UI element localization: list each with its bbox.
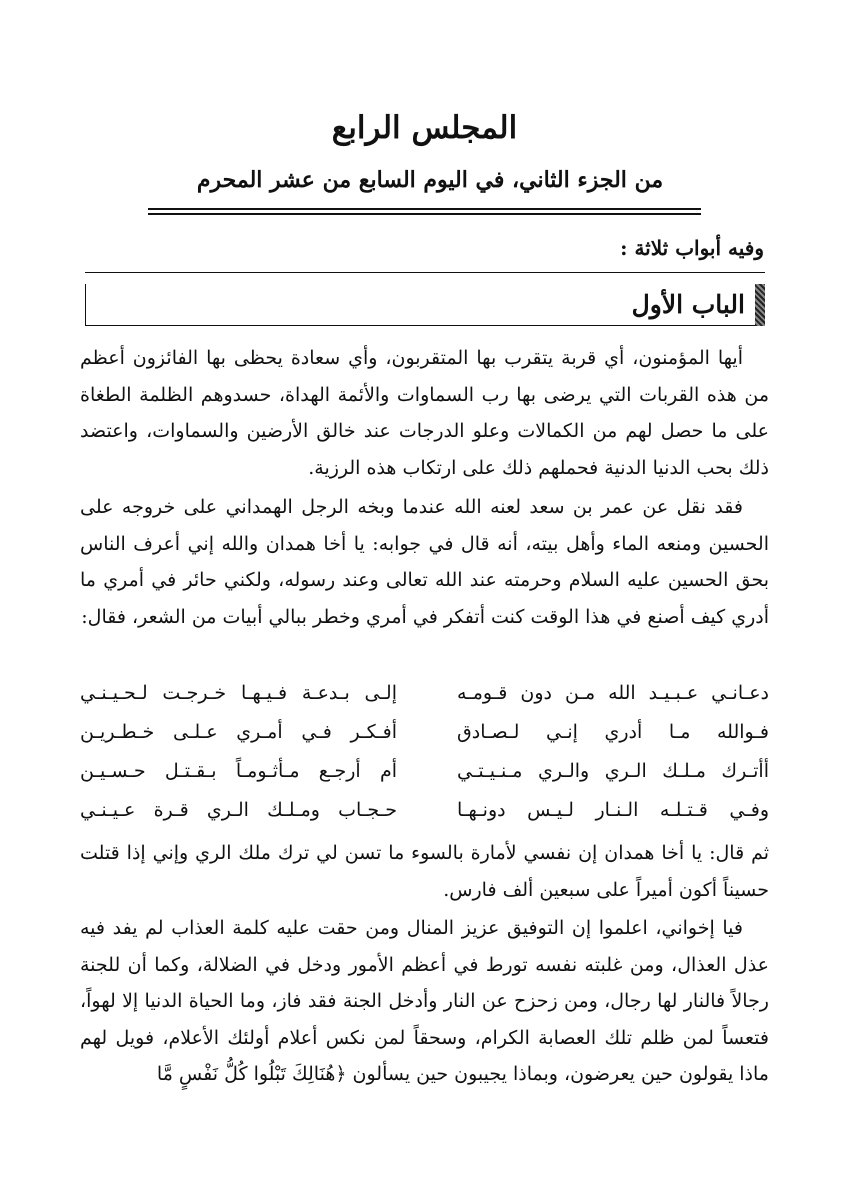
poem-verse	[80, 713, 769, 751]
paragraph-text: فقد نقل عن عمر بن سعد لعنه الله عندما وبخه الرجل الهمداني على خروجه على الحسين ومنعه الماء وأهل بيته، أنه قال في جوابه: يا أخا همدان والله إني أعرف الناس بحق الحسين عليه السلام وحرمته عند الله تعالى وعند رسوله، ولكني حائر في أمري ما أدري كيف أصنع في هذا الوقت كنت أتفكر في أمري وخطر ببالي أبيات من الشعر، فقال:	[80, 496, 769, 628]
section-marker	[755, 284, 765, 326]
section-heading: الباب الأول	[631, 290, 745, 319]
paragraph-text: ثم قال: يا أخا همدان إن نفسي لأمارة بالسوء ما تسن لي ترك ملك الري وإني إذا قتلت حسيناً أكون أميراً على سبعين ألف فارس.	[80, 842, 769, 901]
paragraph-3	[80, 835, 769, 908]
verse-second-hemistich: إلـى بـدعـة فـيـهـا خـرجـت لـحـيـنـي	[80, 682, 397, 704]
poem-verse	[80, 752, 769, 790]
chapter-subtitle: من الجزء الثاني، في اليوم السابع من عشر المحرم	[196, 167, 664, 193]
verse-first-hemistich: وفـي قـتـلـه الـنـار لـيـس دونـهـا	[457, 799, 769, 821]
section-top-rule	[85, 272, 765, 273]
verse-first-hemistich: دعـانـي عـبـيـد الله مـن دون قـومـه	[457, 682, 769, 704]
paragraph-4	[80, 910, 769, 1093]
paragraph-text: فيا إخواني، اعلموا إن التوفيق عزيز المنال ومن حقت عليه كلمة العذاب لم يفد فيه عذل العذال، ومن غلبته نفسه تورط في أعظم الأمور ودخل في الضلالة، وكما أن للجنة رجالاً فالنار لها رجال، ومن زحزح عن النار وأدخل الجنة فقد فاز، وما الحياة الدنيا إلا لهواً، فتعساً لمن ظلم تلك العصابة الكرام، وسحقاً لمن نكس أعلام أولئك الأعلام، فويل لهم ماذا يقولون حين يعرضون، وبماذا يجيبون حين يسألون ﴿هُنَالِكَ تَبْلُوا كُلُّ نَفْسٍ مَّا	[80, 917, 769, 1085]
poem-verse	[80, 791, 769, 829]
verse-second-hemistich: أم أرجـع مـأثـومـاً بـقـتـل حـسـيـن	[80, 760, 397, 782]
title-divider	[148, 208, 701, 217]
chapter-title: المجلس الرابع	[331, 110, 518, 146]
paragraph-1	[80, 340, 769, 486]
paragraph-text: أيها المؤمنون، أي قربة يتقرب بها المتقربون، وأي سعادة يحظى بها الفائزون أعظم من هذه القربات التي يرضى بها رب السماوات والأئمة الهداة، حسدوهم الظلمة الطغاة على ما حصل لهم من الكمالات وعلو الدرجات عند خالق الأرضين والسماوات، واعتضد ذلك بحب الدنيا الدنية فحملهم ذلك على ارتكاب هذه الرزية.	[80, 347, 769, 479]
verse-first-hemistich: أأتـرك مـلـك الـري والـري مـنـيـتـي	[457, 760, 769, 782]
verse-second-hemistich: أفـكـر فـي أمـري عـلـى خـطـريـن	[80, 721, 397, 743]
paragraph-2	[80, 489, 769, 635]
verse-second-hemistich: حـجـاب ومـلـك الـري قـرة عـيـنـي	[80, 799, 397, 821]
verse-first-hemistich: فـوالله مـا أدري إنـي لـصـادق	[457, 721, 769, 743]
intro-line: وفيه أبواب ثلاثة :	[620, 236, 764, 260]
poem-block	[80, 674, 769, 830]
poem-verse	[80, 674, 769, 712]
